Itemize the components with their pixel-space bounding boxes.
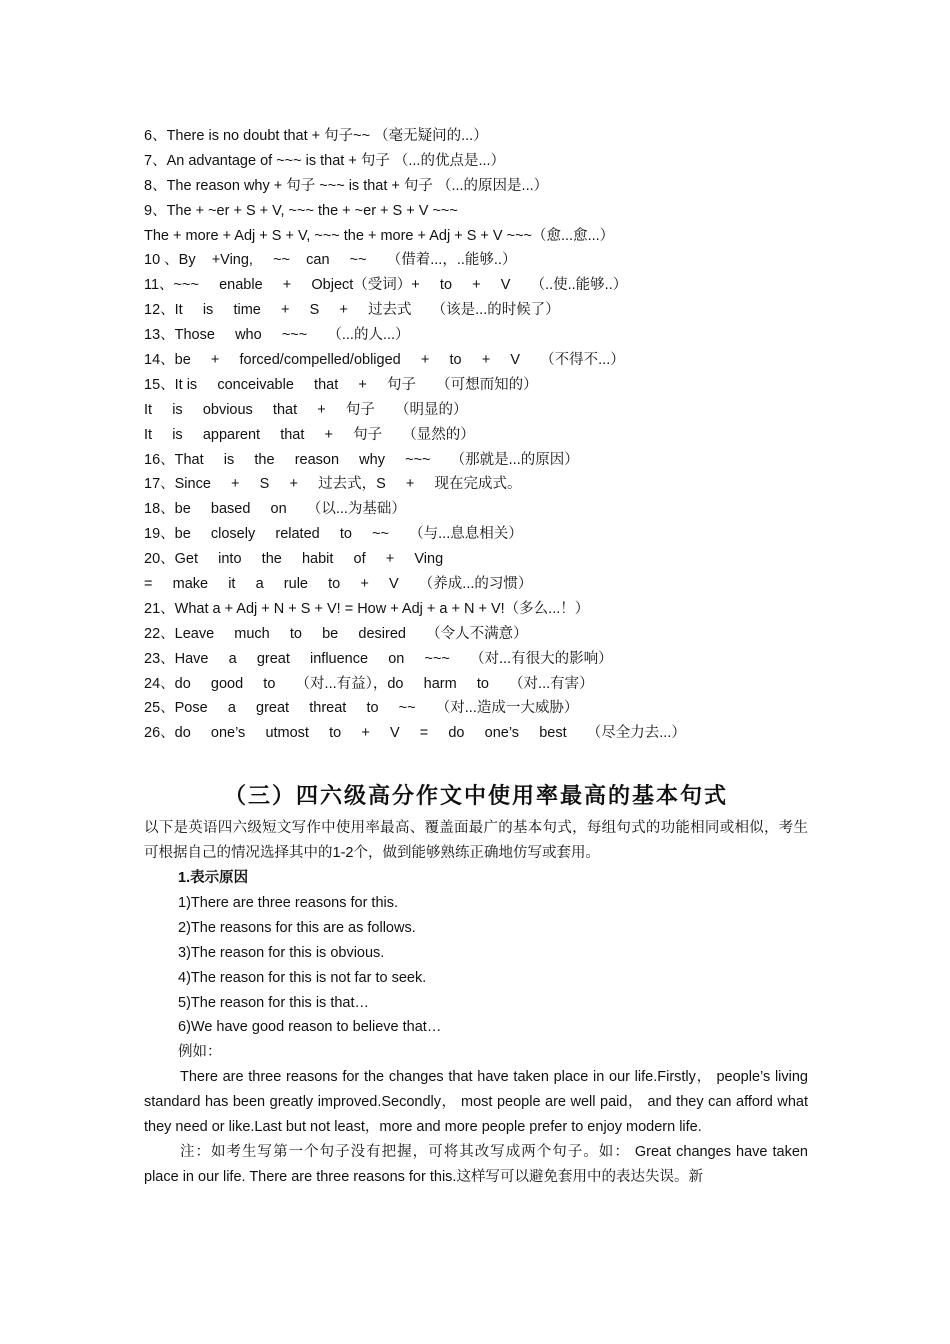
pattern-item: 7、An advantage of ~~~ is that + 句子 （...的优点是...） xyxy=(144,152,506,169)
pattern-item: 22、Leave much to be desired （令人不满意） xyxy=(144,625,528,642)
example-label: 例如： xyxy=(178,1044,222,1061)
pattern-item: The + more + Adj + S + V, ~~~ the + more + Adj + S + V ~~~（愈...愈...） xyxy=(144,227,615,244)
pattern-item: 17、Since + S + 过去式，S + 现在完成式。 xyxy=(144,476,522,493)
pattern-item: 24、do good to （对...有益），do harm to （对...有害） xyxy=(144,675,594,692)
reason-item: 4)The reason for this is not far to seek. xyxy=(178,969,427,986)
pattern-item: 23、Have a great influence on ~~~ （对...有很大的影响） xyxy=(144,650,613,667)
reason-item: 5)The reason for this is that… xyxy=(178,994,369,1011)
pattern-item: 11、~~~ enable + Object（受词）+ to + V （..使..能够..） xyxy=(144,277,628,294)
pattern-item: 14、be + forced/compelled/obliged + to + V （不得不...） xyxy=(144,352,625,369)
reason-item: 6)We have good reason to believe that… xyxy=(178,1019,442,1036)
reason-list xyxy=(144,891,808,1040)
pattern-item: 16、That is the reason why ~~~ （那就是...的原因） xyxy=(144,451,579,468)
pattern-item: 26、do one’s utmost to + V = do one’s best （尽全力去...） xyxy=(144,725,686,742)
reason-item: 2)The reasons for this are as follows. xyxy=(178,919,416,936)
pattern-item: It is apparent that + 句子 （显然的） xyxy=(144,426,475,443)
pattern-list xyxy=(144,124,808,746)
subsection-title: 1.表示原因 xyxy=(178,870,249,887)
pattern-item: = make it a rule to + V （养成...的习惯） xyxy=(144,576,533,593)
pattern-item: 25、Pose a great threat to ~~ （对...造成一大威胁） xyxy=(144,700,579,717)
pattern-item: 15、It is conceivable that + 句子 （可想而知的） xyxy=(144,376,538,393)
pattern-item: 19、be closely related to ~~ （与...息息相关） xyxy=(144,526,523,543)
example-paragraph: There are three reasons for the changes that have taken place in our life.Firstly， people’s living standard has been greatly improved.Secondly， most people are well paid， and they can afford what they need or like.Last but not least，more and more people prefer to enjoy modern life. xyxy=(144,1069,808,1136)
reason-item: 1)There are three reasons for this. xyxy=(178,894,399,911)
pattern-item: It is obvious that + 句子 （明显的） xyxy=(144,401,468,418)
reason-item: 3)The reason for this is obvious. xyxy=(178,944,385,961)
section-title: （三）四六级高分作文中使用率最高的基本句式 xyxy=(223,783,728,810)
pattern-item: 20、Get into the habit of + Ving xyxy=(144,551,444,568)
pattern-item: 18、be based on （以...为基础） xyxy=(144,501,406,518)
pattern-item: 21、What a + Adj + N + S + V! = How + Adj + a + N + V!（多么...！） xyxy=(144,600,590,617)
pattern-item: 10 、By +Ving, ~~ can ~~ （借着...，..能够..） xyxy=(144,252,517,269)
pattern-item: 9、The + ~er + S + V, ~~~ the + ~er + S + V ~~~ xyxy=(144,202,458,219)
pattern-item: 12、It is time + S + 过去式 （该是...的时候了） xyxy=(144,302,560,319)
note-paragraph: 注：如考生写第一个句子没有把握，可将其改写成两个句子。如： Great changes have taken place in our life. There are three reasons for this.这样写可以避免套用中的表达失误。新 xyxy=(144,1143,808,1185)
pattern-item: 8、The reason why + 句子 ~~~ is that + 句子 （...的原因是...） xyxy=(144,177,549,194)
pattern-item: 6、There is no doubt that + 句子~~ （毫无疑问的...） xyxy=(144,128,488,144)
document-page xyxy=(144,124,808,1190)
intro-paragraph: 以下是英语四六级短文写作中使用率最高、覆盖面最广的基本句式，每组句式的功能相同或相似，考生可根据自己的情况选择其中的1-2个，做到能够熟练正确地仿写或套用。 xyxy=(144,820,808,862)
pattern-item: 13、Those who ~~~ （...的人...） xyxy=(144,327,410,344)
